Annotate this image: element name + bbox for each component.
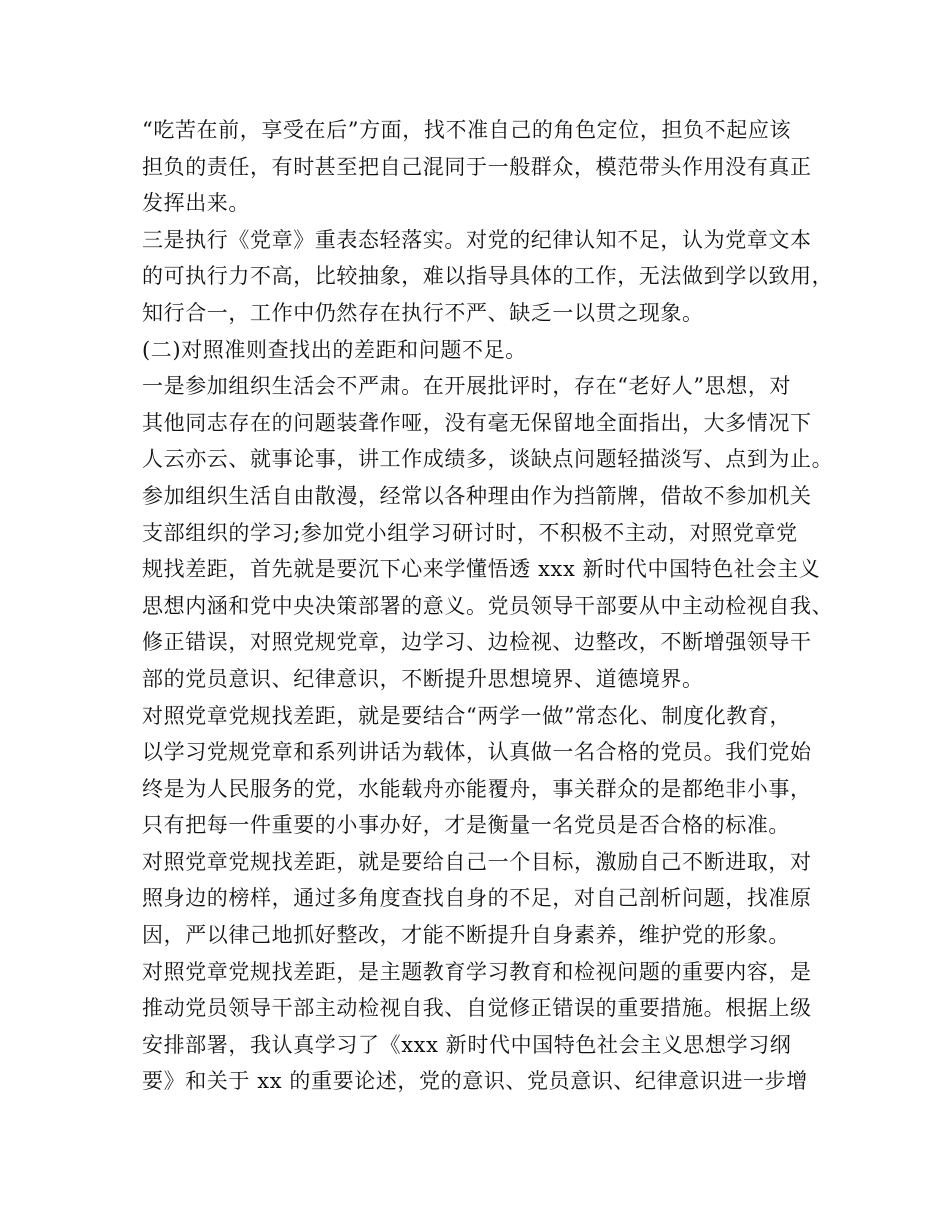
text-line: 一是参加组织生活会不严肃。在开展批评时，存在“老好人”思想，对: [142, 374, 792, 399]
text-line: 终是为人民服务的党，水能载舟亦能覆舟，事关群众的是都绝非小事，: [142, 776, 812, 801]
text-line: 三是执行《党章》重表态轻落实。对党的纪律认知不足，认为党章文本: [142, 227, 812, 252]
document-body: [142, 112, 842, 1100]
text-line: 支部组织的学习;参加党小组学习研讨时，不积极不主动，对照党章党: [142, 520, 798, 545]
text-line: 对照党章党规找差距，就是要给自己一个目标，激励自己不断进取，对: [142, 849, 812, 874]
text-line: “吃苦在前，享受在后”方面，找不准自己的角色定位，担负不起应该: [142, 118, 792, 142]
text-line: 人云亦云、就事论事，讲工作成绩多，谈缺点问题轻描淡写、点到为止。: [142, 447, 834, 472]
section-heading: (二)对照准则查找出的差距和问题不足。: [142, 337, 527, 362]
text-line: 部的党员意识、纪律意识，不断提升思想境界、道德境界。: [142, 666, 704, 691]
text-line: 参加组织生活自由散漫，经常以各种理由作为挡箭牌，借故不参加机关: [142, 483, 812, 508]
text-line: 只有把每一件重要的小事办好，才是衡量一名党员是否合格的标准。: [142, 813, 790, 838]
text-line: 安排部署，我认真学习了《xxx 新时代中国特色社会主义思想学习纲: [142, 1032, 792, 1057]
text-line: 知行合一，工作中仍然存在执行不严、缺乏一以贯之现象。: [142, 300, 704, 325]
text-line: 对照党章党规找差距，就是要结合“两学一做”常态化、制度化教育，: [142, 703, 792, 728]
text-line: 因，严以律己地抓好整改，才能不断提升自身素养，维护党的形象。: [142, 923, 790, 948]
text-line: 思想内涵和党中央决策部署的意义。党员领导干部要从中主动检视自我、: [142, 593, 834, 618]
text-line: 规找差距，首先就是要沉下心来学懂悟透 xxx 新时代中国特色社会主义: [142, 557, 821, 582]
text-line: 其他同志存在的问题装聋作哑，没有毫无保留地全面指出，大多情况下: [142, 410, 812, 435]
text-line: 担负的责任，有时甚至把自己混同于一般群众，模范带头作用没有真正: [142, 154, 812, 179]
text-line: 照身边的榜样，通过多角度查找自身的不足，对自己剖析问题，找准原: [142, 886, 812, 911]
text-line: 修正错误，对照党规党章，边学习、边检视、边整改，不断增强领导干: [142, 630, 812, 655]
text-line: 以学习党规党章和系列讲话为载体，认真做一名合格的党员。我们党始: [142, 740, 812, 765]
text-line: 的可执行力不高，比较抽象，难以指导具体的工作，无法做到学以致用，: [142, 264, 834, 289]
text-line: 要》和关于 xx 的重要论述，党的意识、党员意识、纪律意识进一步增: [142, 1069, 808, 1094]
text-line: 发挥出来。: [142, 191, 250, 216]
text-line: 对照党章党规找差距，是主题教育学习教育和检视问题的重要内容，是: [142, 959, 812, 984]
text-line: 推动党员领导干部主动检视自我、自觉修正错误的重要措施。根据上级: [142, 996, 812, 1021]
